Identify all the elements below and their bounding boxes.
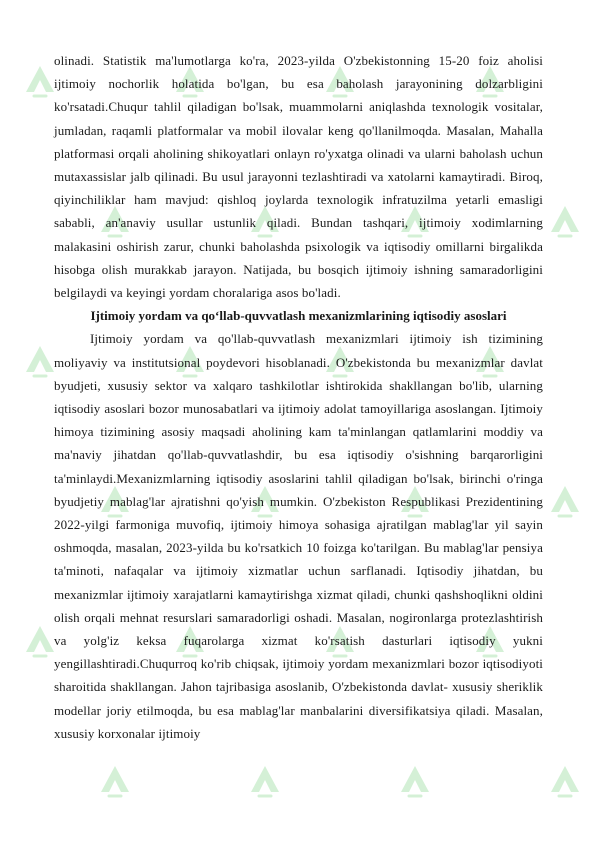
document-body — [54, 49, 543, 745]
section-heading: Ijtimoiy yordam va qo‘llab-quvvatlash mexanizmlarining iqtisodiy asoslari — [90, 308, 507, 324]
green-arrow-logo-icon — [545, 480, 585, 520]
paragraph-main: Ijtimoiy yordam va qo'llab-quvvatlash mexanizmlari ijtimoiy ish tizimining moliyaviy va institutsional poydevori hisoblanadi. O'zbekistonda bu mexanizmlar davlat byudjeti, xususiy sektor va xalqaro tashkilotlar ishtirokida shakllangan bo'lib, ularning iqtisodiy asoslari bozor munosabatlari va ijtimoiy adolat tamoyillariga asoslangan. Ijtimoiy himoya tizimining asosiy maqsadi aholining kam ta'minlangan qatlamlarini moddiy va ma'naviy jihatdan qo'llab-quvvatlashdir, bu esa iqtisodiy o'sishning barqarorligini ta'minlaydi.Mexanizmlarning iqtisodiy asoslarini tahlil qiladigan bo'lsak, birinchi o'ringa byudjetiy mablag'lar ajratishni qo'yish mumkin. O'zbekiston Respublikasi Prezidentining 2022-yilgi farmoniga muvofiq, ijtimoiy himoya sohasiga ajratilgan mablag'lar yil sayin oshmoqda, masalan, 2023-yilda bu ko'rsatkich 10 foizga ko'tarilgan. Bu mablag'lar pensiya ta'minoti, nafaqalar va ijtimoiy xizmatlar uchun sarflanadi. Iqtisodiy jihatdan, bu mexanizmlar ijtimoiy xarajatlarni kamaytirishga xizmat qiladi, chunki qashshoqlikni oldini olish orqali mehnat resurslari samaradorligi oshadi. Masalan, nogironlarga protezlashtirish va yolg'iz keksa fuqarolarga xizmat ko'rsatish dasturlari iqtisodiy yukni yengillashtiradi.Chuqurroq ko'rib chiqsak, ijtimoiy yordam mexanizmlari bozor iqtisodiyoti sharoitida shakllangan. Jahon tajribasiga asoslanib, O'zbekistonda davlat- xususiy sheriklik modellar joriy etilmoqda, bu esa mablag'lar manbalarini diversifikatsiya qiladi. Masalan, xususiy korxonalar ijtimoiy — [54, 331, 543, 741]
green-arrow-logo-icon — [545, 760, 585, 800]
green-arrow-logo-icon — [95, 760, 135, 800]
green-arrow-logo-icon — [395, 760, 435, 800]
paragraph-intro: olinadi. Statistik ma'lumotlarga ko'ra, 2023-yilda O'zbekistonning 15-20 foiz aholisi ijtimoiy nochorlik holatida bo'lgan, bu esa baholash jarayonining dolzarbligini ko'rsatadi.Chuqur tahlil qiladigan bo'lsak, muammolarni aniqlashda texnologik vositalar, jumladan, raqamli platformalar va mobil ilovalar keng qo'llanilmoqda. Masalan, Mahalla platformasi orqali aholining shikoyatlari onlayn ro'yxatga olinadi va ularni baholash uchun mutaxassislar jalb qilinadi. Bu usul jarayonni tezlashtiradi va xatolarni kamaytiradi. Biroq, qiyinchiliklar ham mavjud: qishloq joylarda texnologik infratuzilma yetarli emasligi sababli, an'anaviy usullar ustunlik qiladi. Bundan tashqari, ijtimoiy xodimlarning malakasini oshirish zarur, chunki baholashda psixologik va iqtisodiy omillarni birgalikda hisobga olish murakkab jarayon. Natijada, bu bosqich ijtimoiy ishning samaradorligini belgilaydi va keyingi yordam choralariga asos bo'ladi. — [54, 53, 543, 301]
green-arrow-logo-icon — [545, 200, 585, 240]
green-arrow-logo-icon — [245, 760, 285, 800]
